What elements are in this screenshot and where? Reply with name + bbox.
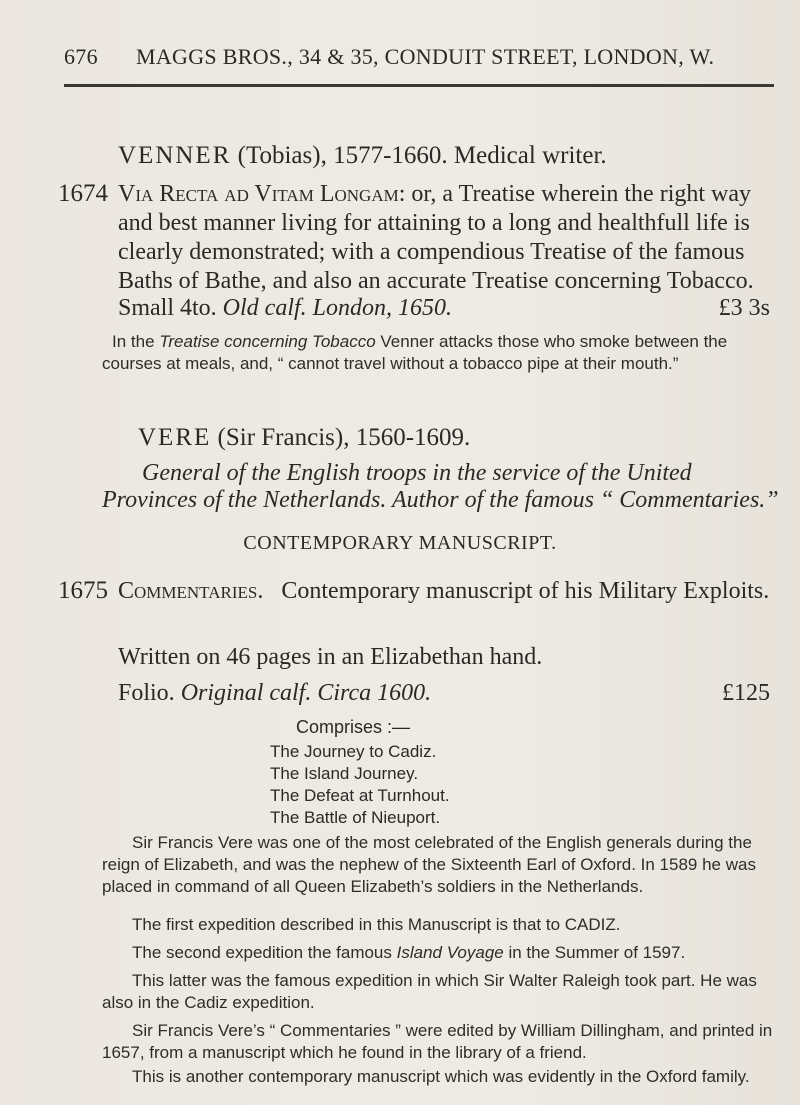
lot-written-line: Written on 46 pages in an Elizabethan hand. [118, 644, 543, 670]
para-italic: Island Voyage [396, 943, 504, 962]
author-surname: VERE [138, 424, 212, 451]
author-heading-vere [138, 424, 470, 452]
lot-title-caps: Commentaries. [118, 578, 264, 604]
lot-price: £3 3s [718, 295, 770, 321]
comprises-item: The Battle of Nieuport. [270, 808, 441, 827]
description-paragraph: This latter was the famous expedition in which Sir Walter Raleigh took part. He was also in the Cadiz expedition. [102, 971, 757, 1012]
author-details: (Tobias), 1577-1660. Medical writer. [237, 142, 607, 169]
author-details: (Sir Francis), 1560-1609. [217, 424, 471, 451]
author-description: General of the English troops in the service of the United Provinces of the Netherlands. Author of the famous “ Commentaries.” [102, 460, 779, 513]
comprises-label: Comprises :— [296, 717, 411, 737]
lot-title-text: or, a Treatise wherein the right way and best manner living for attaining to a long and healthfull life is clearly demonstrated; with a compendious Treatise of the famous Baths of Bathe, and also an accurate Treatise concerning Tobacco. [118, 181, 754, 294]
lot-title-caps: Via Recta ad Vitam Longam: [118, 181, 406, 207]
note-prefix: In the [112, 332, 160, 351]
description-paragraph: Sir Francis Vere was one of the most celebrated of the English generals during the reign of Elizabeth, and was the nephew of the Sixteenth Earl of Oxford. In 1589 he was placed in command of all Queen Elizabeth’s soldiers in the Netherlands. [102, 833, 756, 896]
lot-title [118, 577, 773, 606]
para-suffix: in the Summer of 1597. [503, 943, 686, 962]
lot-note [102, 331, 782, 375]
lot-format-line [118, 295, 773, 322]
description-paragraph: The first expedition described in this Manuscript is that to CADIZ. [132, 915, 621, 934]
description-paragraph [132, 942, 800, 964]
comprises-item: The Journey to Cadiz. [270, 742, 437, 761]
description-paragraph: This is another contemporary manuscript which was evidently in the Oxford family. [132, 1067, 750, 1086]
running-head [64, 44, 754, 70]
lot-title [118, 180, 773, 296]
page-number: 676 [64, 44, 98, 69]
header-rule [64, 84, 774, 87]
para-prefix: The second expedition the famous [132, 943, 397, 962]
lot-title-text: Contemporary manuscript of his Military Exploits. [281, 578, 770, 604]
lot-price: £125 [722, 680, 770, 706]
comprises-list [270, 741, 450, 829]
note-italic: Treatise concerning Tobacco [159, 332, 376, 351]
publisher-address: MAGGS BROS., 34 & 35, CONDUIT STREET, LONDON, W. [136, 44, 715, 69]
lot-format-line [118, 680, 773, 707]
author-surname: VENNER [118, 142, 232, 169]
author-heading-venner [118, 142, 607, 170]
lot-binding: Original calf. Circa 1600. [180, 680, 432, 706]
lot-format: Small 4to. [118, 295, 217, 321]
section-heading: CONTEMPORARY MANUSCRIPT. [243, 532, 557, 554]
lot-number: 1674 [58, 180, 108, 207]
note-suffix: Venner attacks those who smoke between the courses at meals, and, “ cannot travel without a tobacco pipe at their mouth.” [102, 332, 728, 373]
lot-binding: Old calf. London, 1650. [222, 295, 453, 321]
comprises-item: The Defeat at Turnhout. [270, 786, 450, 805]
description-paragraph: Sir Francis Vere’s “ Commentaries ” were edited by William Dillingham, and printed in 1657, from a manuscript which he found in the library of a friend. [102, 1021, 773, 1062]
lot-format: Folio. [118, 680, 175, 706]
comprises-item: The Island Journey. [270, 764, 419, 783]
lot-number: 1675 [58, 577, 108, 604]
